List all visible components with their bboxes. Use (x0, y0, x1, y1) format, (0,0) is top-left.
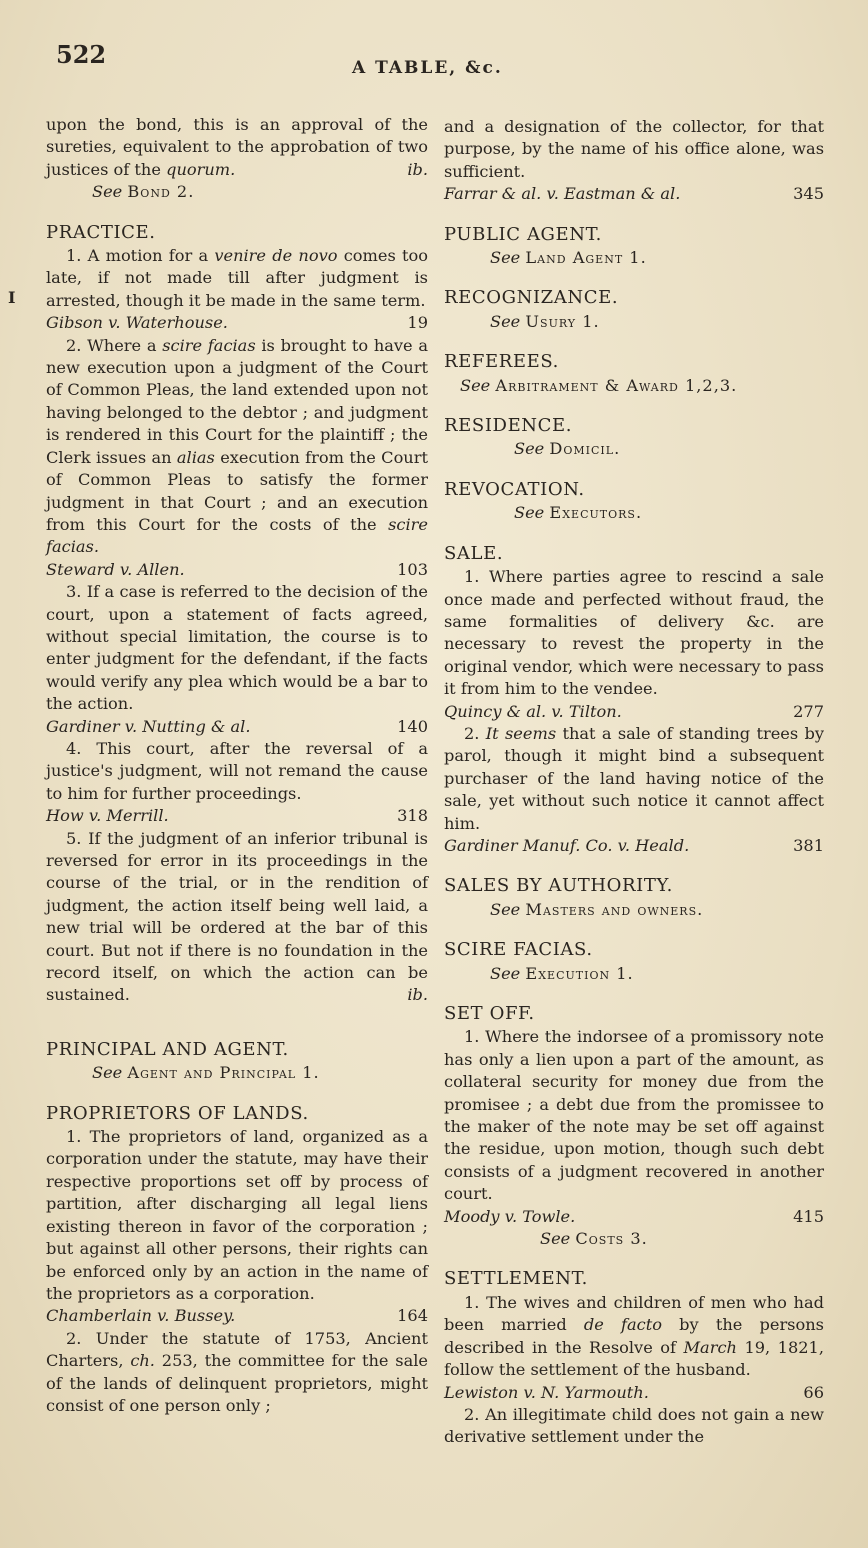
practice-entry-5: 5. If the judgment of an inferior tribunal is reversed for error in its proceedings in the course of the trial, or in the rendition of judgment, the action itself being well laid, a new trial will be ordered at the bar of this court. But not if there is no foundation in the record itself, on which the action can be sustained. ib. (46, 828, 428, 1005)
practice-entry-2: 2. Where a scire facias is brought to have a new execution upon a judgment of the Court of Common Pleas, the land extended upon not having belonged to the debtor ; and judgment is rendered in this Court for the plaintiff ; the Clerk issues an alias execution from the Court of Common Pleas to satisfy the former judgment in that Court ; and an execution from this Court for the costs of the scire facias. (46, 335, 428, 557)
heading-principal-and-agent: PRINCIPAL AND AGENT. (46, 1038, 289, 1060)
heading-revocation: REVOCATION. (444, 478, 585, 500)
practice-entry-3: 3. If a case is referred to the decision of the court, upon a statement of facts agreed, without special limitation, the course is to enter judgment for the defendant, if the facts would verify any plea which would be a bar to the action. (46, 582, 428, 714)
citation: How v. Merrill. 318 (46, 806, 428, 826)
see-reference: See Bond 2. (92, 182, 195, 202)
sale-entry-2: 2. It seems that a sale of standing trees by parol, though it might bind a subsequent purchaser of the land having notice of the sale, yet without such notice it cannot affect him. (444, 723, 824, 833)
citation: Lewiston v. N. Yarmouth. 66 (444, 1382, 824, 1402)
citation: Moody v. Towle. 415 (444, 1206, 824, 1226)
practice-entry-1: 1. A motion for a venire de novo comes too late, if not made till after judgment is arrested, though it be made in the same term. (46, 246, 428, 310)
citation: Gardiner v. Nutting & al. 140 (46, 716, 428, 736)
citation: Chamberlain v. Bussey. 164 (46, 1306, 428, 1326)
proprietors-entry-2: 2. Under the statute of 1753, Ancient Charters, ch. 253, the committee for the sale of the lands of delinquent proprietors, might consist of one person only ; (46, 1328, 428, 1415)
page-number: 522 (56, 40, 107, 69)
citation: Farrar & al. v. Eastman & al. 345 (444, 184, 824, 204)
heading-recognizance: RECOGNIZANCE. (444, 287, 619, 309)
see-reference: See Costs 3. (540, 1229, 648, 1249)
left-column (46, 114, 428, 1417)
sale-entry-1: 1. Where parties agree to rescind a sale once made and perfected without fraud, the same formalities of delivery &c. are necessary to revest the property in the original vendor, which were necessary to pass it from him to the vendee. (444, 567, 824, 699)
intro-paragraph: upon the bond, this is an approval of the sureties, equivalent to the approbation of two justices of the quorum. ib. (46, 115, 428, 179)
intro-paragraph: and a designation of the collector, for that purpose, by the name of his office alone, was sufficient. (444, 117, 824, 181)
proprietors-entry-1: 1. The proprietors of land, organized as a corporation under the statute, may have their respective proportions set off by process of partition, after discharging all legal liens existing thereon in favor of the corporation ; but against all other persons, their rights can be enforced only by an action in the name of the proprietors as a corporation. (46, 1127, 428, 1303)
settlement-entry-1: 1. The wives and children of men who had been married de facto by the persons described in the Resolve of March 19, 1821, follow the settlement of the husband. (444, 1292, 824, 1380)
set-off-entry-1: 1. Where the indorsee of a promissory note has only a lien upon a part of the amount, as collateral security for money due from the promisee ; a debt due from the promissee to the maker of the note may be set off against the residue, upon motion, though such debt consists of a judgment recovered in another court. (444, 1027, 824, 1204)
citation: Quincy & al. v. Tilton. 277 (444, 701, 824, 721)
heading-referees: REFEREES. (444, 351, 559, 373)
see-reference: See Land Agent 1. (490, 248, 647, 268)
see-reference: See Executors. (514, 503, 643, 523)
settlement-entry-2: 2. An illegitimate child does not gain a new derivative settlement under the (444, 1404, 824, 1447)
see-reference: See Usury 1. (490, 311, 600, 331)
heading-sales-by-authority: SALES BY AUTHORITY. (444, 875, 673, 897)
see-reference: See Masters and owners. (490, 899, 704, 919)
see-reference: See Agent and Principal 1. (92, 1063, 320, 1083)
heading-practice: PRACTICE. (46, 221, 156, 243)
citation: Gibson v. Waterhouse. 19 (46, 313, 428, 333)
heading-set-off: SET OFF. (444, 1003, 535, 1024)
heading-scire-facias: SCIRE FACIAS. (444, 939, 593, 961)
right-column (444, 116, 824, 1449)
citation: Steward v. Allen. 103 (46, 559, 428, 579)
heading-settlement: SETTLEMENT. (444, 1268, 588, 1290)
see-reference: See Arbitrament & Award 1,2,3. (460, 375, 738, 395)
heading-proprietors-of-lands: PROPRIETORS OF LANDS. (46, 1102, 309, 1124)
practice-entry-4: 4. This court, after the reversal of a justice's judgment, will not remand the cause to him for further proceedings. (46, 738, 428, 803)
heading-public-agent: PUBLIC AGENT. (444, 223, 602, 245)
heading-residence: RESIDENCE. (444, 415, 573, 437)
heading-sale: SALE. (444, 542, 504, 564)
see-reference: See Domicil. (514, 439, 621, 459)
margin-mark: I (8, 288, 16, 307)
see-reference: See Execution 1. (490, 963, 634, 983)
citation: Gardiner Manuf. Co. v. Heald. 381 (444, 835, 824, 855)
running-head: A TABLE, &c. (352, 58, 503, 78)
